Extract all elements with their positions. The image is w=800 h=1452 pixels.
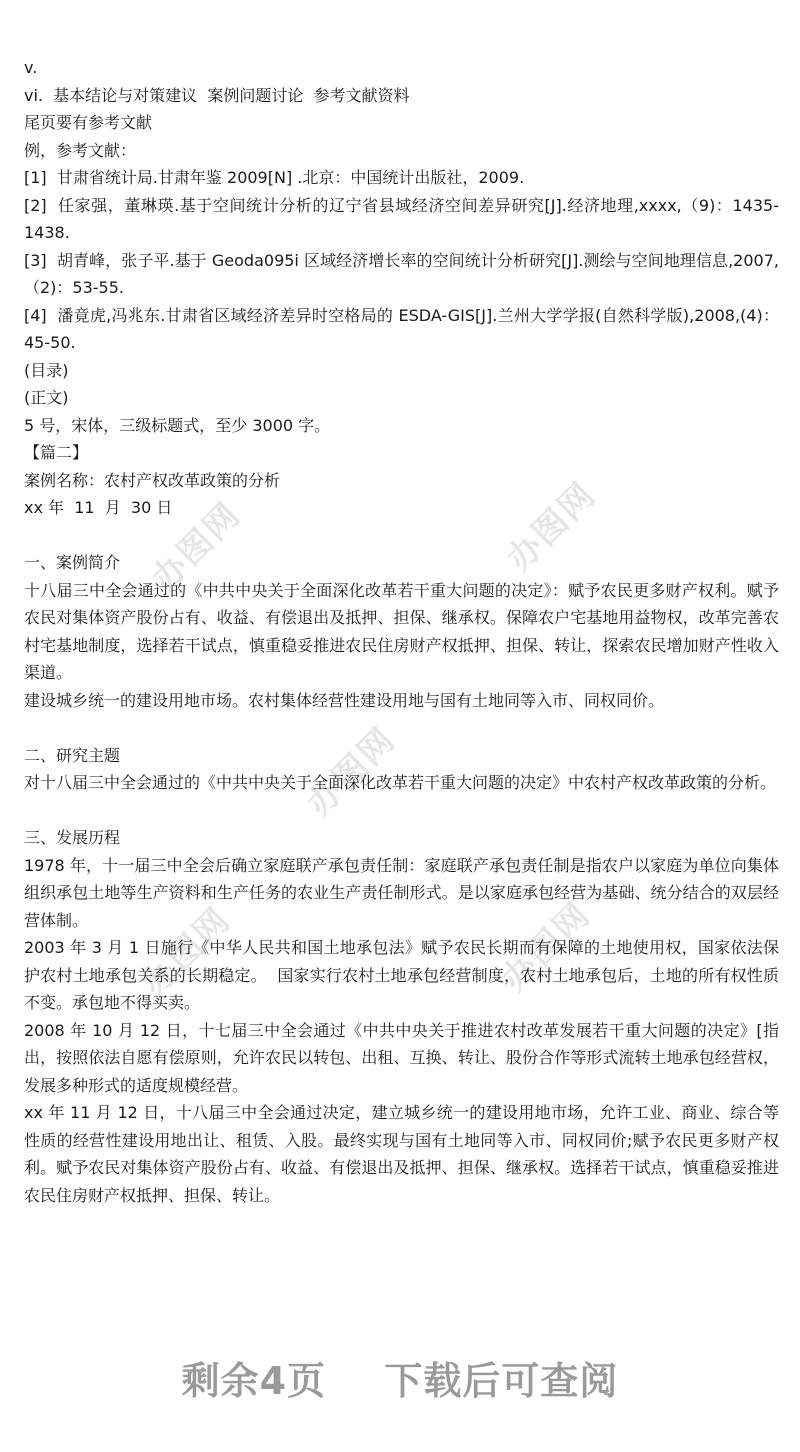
- section-3-paragraph: 2003 年 3 月 1 日施行《中华人民共和国土地承包法》赋予农民长期而有保障的土地使用权，国家依法保护农村土地承包关系的长期稳定。 国家实行农村土地承包经营制度，农村土地承包后，土地的所有权性质不变。承包地不得买卖。: [24, 938, 779, 1012]
- reference-4: [4] 潘竟虎,冯兆东.甘肃省区域经济差异时空格局的 ESDA-GIS[J].兰州大学学报(自然科学版),2008,(4)：45-50.: [24, 305, 779, 352]
- watermark-5: 办图网: [494, 894, 599, 1000]
- instruction-line: 尾页要有参考文献: [24, 113, 153, 132]
- spacer: [24, 714, 779, 742]
- watermark-4: 办图网: [134, 899, 239, 1005]
- section-2-paragraph: 对十八届三中全会通过的《中共中央关于全面深化改革若干重大问题的决定》中农村产权改革政策的分析。: [24, 773, 777, 792]
- reference-3: [3] 胡青峰，张子平.基于 Geoda095i 区域经济增长率的空间统计分析研究[J].测绘与空间地理信息,2007,（2)：53-55.: [24, 250, 779, 297]
- case-name: 案例名称：农村产权改革政策的分析: [24, 470, 281, 490]
- reference-2: [2] 任家强，董琳瑛.基于空间统计分析的辽宁省县域经济空间差异研究[J].经济地理,xxxx,（9)：1435-1438.: [24, 195, 779, 242]
- outline-item-v: v.: [24, 58, 38, 77]
- section-1-paragraph: 建设城乡统一的建设用地市场。农村集体经营性建设用地与国有土地同等入市、同权同价。: [24, 690, 665, 710]
- spacer: [24, 10, 779, 54]
- section-2-heading: 二、研究主题: [24, 745, 121, 765]
- toc-note: (目录): [24, 360, 69, 380]
- download-to-view-label[interactable]: 下载后可查阅: [384, 1359, 619, 1403]
- body-note: (正文): [24, 388, 69, 407]
- remaining-pages-label: 剩余4页: [181, 1359, 327, 1403]
- example-label: 例，参考文献：: [24, 140, 137, 160]
- document-body: [24, 0, 779, 1209]
- section-3-paragraph: xx 年 11 月 12 日，十八届三中全会通过决定，建立城乡统一的建设用地市场，允许工业、商业、综合等性质的经营性建设用地出让、租赁、入股。最终实现与国有土地同等入市、同权同价;赋予农民更多财产权利。赋予农民对集体资产股份占有、收益、有偿退出及抵押、担保、继承权。选择若干试点，慎重稳妥推进农民住房财产权抵押、担保、转让。: [24, 1103, 779, 1205]
- section-3-paragraph: 1978 年，十一届三中全会后确立家庭联产承包责任制：家庭联产承包责任制是指农户以家庭为单位向集体组织承包土地等生产资料和生产任务的农业生产责任制形式。是以家庭承包经营为基础、统分结合的双层经营体制。: [24, 855, 779, 930]
- watermark-1: 办图网: [144, 494, 249, 600]
- watermark-3: 办图网: [299, 719, 404, 825]
- watermark-2: 办图网: [499, 474, 604, 580]
- format-note: 5 号，宋体，三级标题式，至少 3000 字。: [24, 415, 331, 435]
- download-prompt[interactable]: [0, 1350, 800, 1405]
- spacer: [24, 797, 779, 825]
- outline-item-vi: vi. 基本结论与对策建议 案例问题讨论 参考文献资料: [24, 85, 410, 105]
- section-3-heading: 三、发展历程: [24, 828, 121, 847]
- section-1-heading: 一、案例简介: [24, 553, 121, 572]
- section-3-paragraph: 2008 年 10 月 12 日，十七届三中全会通过《中共中央关于推进农村改革发展若干重大问题的决定》[指出，按照依法自愿有偿原则，允许农民以转包、出租、互换、转让、股份合作等形式流转土地承包经营权，发展多种形式的适度规模经营。: [24, 1020, 779, 1095]
- spacer: [24, 522, 779, 550]
- reference-1: [1] 甘肃省统计局.甘肃年鉴 2009[N] .北京：中国统计出版社，2009.: [24, 168, 525, 187]
- top-fragment: [24, 0, 779, 10]
- case-date: xx 年 11 月 30 日: [24, 498, 173, 517]
- section-1-paragraph: 十八届三中全会通过的《中共中央关于全面深化改革若干重大问题的决定》：赋予农民更多财产权利。赋予农民对集体资产股份占有、收益、有偿退出及抵押、担保、继承权。保障农户宅基地用益物权，改革完善农村宅基地制度，选择若干试点，慎重稳妥推进农民住房财产权抵押、担保、转让，探索农民增加财产性收入渠道。: [24, 580, 779, 682]
- part-two-heading: 【篇二】: [24, 443, 89, 462]
